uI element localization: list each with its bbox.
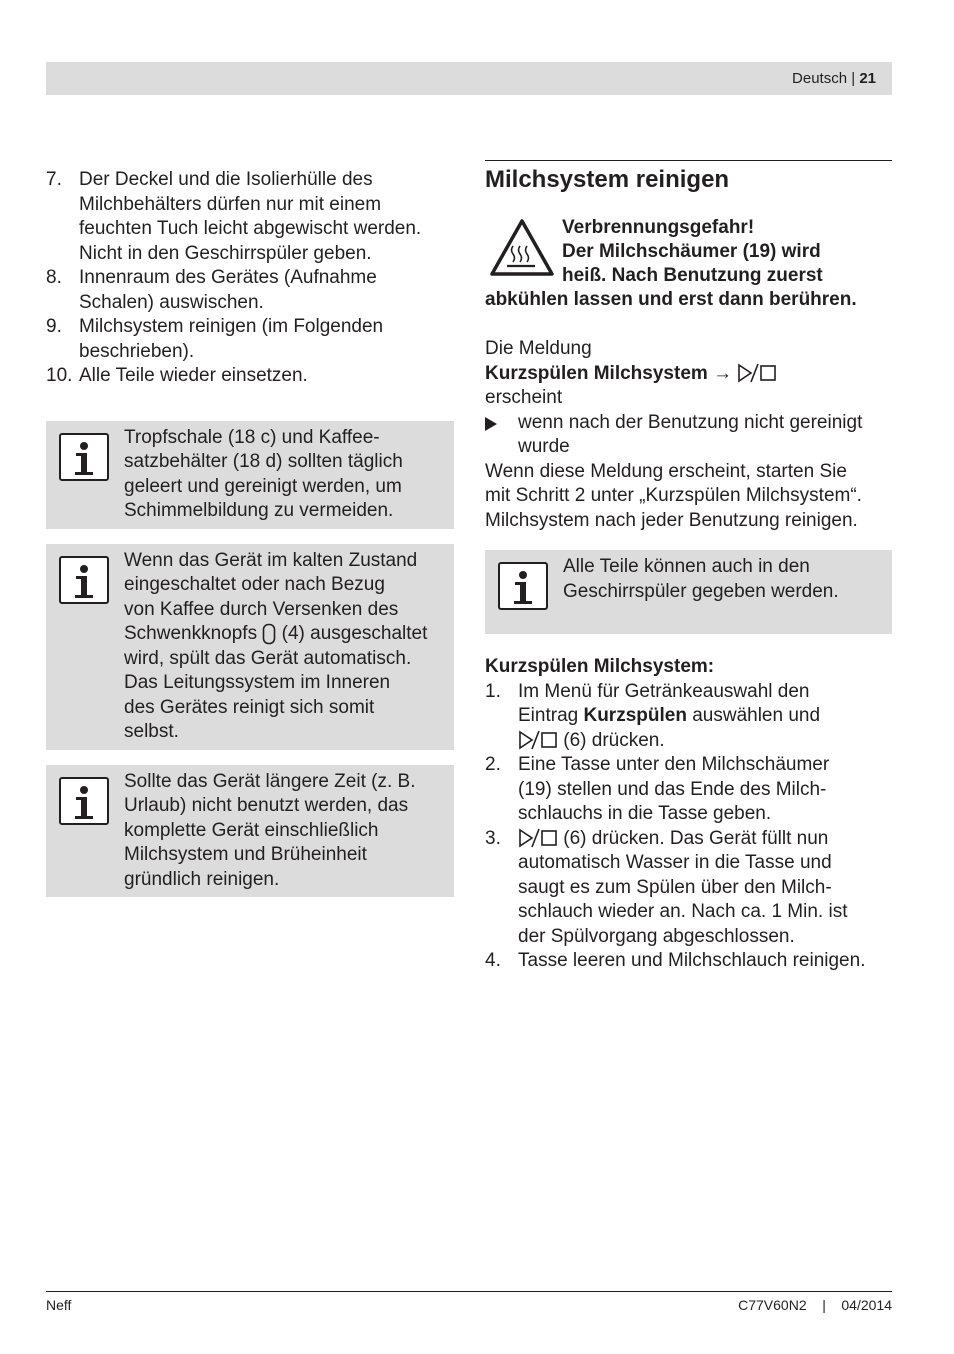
info-line: Sollte das Gerät längere Zeit (z. B. — [124, 770, 416, 792]
bullet-line: wenn nach der Benutzung nicht gereinigt — [518, 411, 863, 433]
cleaning-steps-list — [46, 168, 454, 389]
info-text: (4) ausgeschaltet — [281, 623, 428, 644]
rinse-steps-list — [485, 680, 892, 974]
footer-brand: Neff — [46, 1297, 72, 1313]
list-item — [485, 827, 892, 950]
info-box-dishwasher — [485, 550, 892, 634]
footer-model: C77V60N2 — [738, 1297, 807, 1313]
header-text — [792, 70, 876, 87]
step-line: saugt es zum Spülen über den Milch- — [518, 876, 832, 898]
list-item — [485, 680, 892, 754]
bullet-line: wurde — [518, 436, 570, 457]
step-text: Eintrag — [518, 705, 579, 726]
header-separator: | — [851, 70, 856, 87]
step-line: Tasse leeren und Milchschlauch reinigen. — [518, 950, 866, 971]
step-line — [518, 827, 892, 852]
step-number: 9. — [46, 316, 62, 337]
list-item — [46, 315, 454, 364]
info-icon — [59, 777, 109, 825]
step-line — [518, 729, 892, 754]
burn-warning — [485, 215, 892, 335]
step-line: schlauchs in die Tasse geben. — [518, 803, 772, 824]
warning-line: Der Milchschäumer (19) wird — [562, 241, 821, 262]
info-line — [124, 622, 448, 647]
step-line: Alle Teile wieder einsetzen. — [79, 365, 308, 386]
info-line: satzbehälter (18 d) sollten täglich — [124, 451, 403, 472]
step-line: der Spülvorgang abgeschlossen. — [518, 925, 795, 947]
info-box-long-absence — [46, 765, 454, 897]
info-line: Wenn das Gerät im kalten Zustand — [124, 549, 418, 571]
play-stop-icon — [737, 363, 777, 383]
info-line: geleert und gereinigt werden, um — [124, 475, 402, 497]
step-number: 8. — [46, 267, 62, 288]
info-line: eingeschaltet oder nach Bezug — [124, 574, 385, 595]
right-arrow-icon: → — [713, 362, 733, 384]
step-line: Milchsystem reinigen (im Folgenden — [79, 316, 384, 337]
info-line: Das Leitungssystem im Inneren — [124, 672, 391, 693]
step-text: (6) drücken. — [563, 729, 665, 751]
step-line: Schalen) auswischen. — [79, 291, 264, 313]
step-line — [518, 704, 892, 729]
info-line: Alle Teile können auch in den — [563, 556, 810, 577]
footer-separator: | — [822, 1297, 826, 1313]
step-text: (6) drücken. Das Gerät füllt nun — [563, 827, 829, 849]
step-number: 10. — [46, 365, 73, 386]
step-number: 7. — [46, 169, 62, 190]
paragraph-line: Wenn diese Meldung erscheint, starten Sie — [485, 460, 847, 482]
step-line: Der Deckel und die Isolierhülle des — [79, 169, 373, 190]
paragraph-line: mit Schritt 2 unter „Kurzspülen Milchsystem“. — [485, 485, 862, 506]
info-text: Schwenkknopfs — [124, 623, 258, 644]
step-line: Milchbehälters dürfen nur mit einem — [79, 193, 382, 215]
list-item — [485, 949, 892, 974]
step-number: 3. — [485, 827, 501, 849]
step-number: 1. — [485, 680, 501, 702]
info-icon — [59, 556, 109, 604]
warning-line: Verbrennungsgefahr! — [562, 217, 755, 238]
section-title: Milchsystem reinigen — [485, 166, 730, 193]
menu-entry-name: Kurzspülen — [583, 705, 687, 726]
info-line: Milchsystem und Brüheinheit — [124, 844, 367, 865]
message-block — [485, 337, 892, 533]
bullet-triangle-icon — [485, 417, 497, 431]
message-name: Kurzspülen Milchsystem — [485, 362, 708, 384]
page-number: 21 — [859, 70, 876, 87]
step-text: auswählen und — [692, 705, 821, 726]
step-line: Nicht in den Geschirrspüler geben. — [79, 242, 372, 264]
message-intro: Die Meldung — [485, 338, 592, 359]
message-after: erscheint — [485, 387, 563, 408]
footer-date: 04/2014 — [841, 1297, 892, 1313]
step-number: 2. — [485, 754, 501, 775]
right-column — [485, 160, 892, 974]
info-box-drip-tray — [46, 421, 454, 529]
step-line: Eine Tasse unter den Milchschäumer — [518, 754, 830, 775]
play-stop-icon — [518, 828, 558, 848]
info-line: gründlich reinigen. — [124, 868, 280, 890]
header-language: Deutsch — [792, 70, 848, 87]
step-line: (19) stellen und das Ende des Milch- — [518, 778, 827, 800]
footer-info — [738, 1297, 892, 1313]
info-icon — [498, 562, 548, 610]
page-header — [46, 62, 892, 95]
step-line: beschrieben). — [79, 340, 195, 362]
list-item — [46, 266, 454, 315]
message-line — [485, 362, 892, 387]
info-icon — [59, 433, 109, 481]
info-line: selbst. — [124, 721, 179, 742]
step-line: schlauch wieder an. Nach ca. 1 Min. ist — [518, 901, 848, 922]
play-stop-icon — [518, 730, 558, 750]
footer-divider — [46, 1291, 892, 1292]
warning-line: abkühlen lassen und erst dann berühren. — [485, 289, 857, 310]
list-item — [46, 168, 454, 266]
info-line: Urlaub) nicht benutzt werden, das — [124, 795, 409, 816]
step-line: Innenraum des Gerätes (Aufnahme — [79, 267, 377, 288]
info-box-auto-rinse — [46, 544, 454, 750]
info-line: von Kaffee durch Versenken des — [124, 598, 399, 620]
info-line: Geschirrspüler gegeben werden. — [563, 580, 839, 602]
info-line: wird, spült das Gerät automatisch. — [124, 647, 412, 669]
warning-hot-surface-icon — [489, 218, 555, 278]
info-line: komplette Gerät einschließlich — [124, 819, 379, 841]
section-divider — [485, 160, 892, 161]
list-item — [46, 364, 454, 389]
condition-bullet — [485, 411, 892, 460]
paragraph-line: Milchsystem nach jeder Benutzung reinigen. — [485, 509, 858, 531]
info-line: Schimmelbildung zu vermeiden. — [124, 500, 394, 521]
info-line: Tropfschale (18 c) und Kaffee- — [124, 426, 380, 448]
knob-icon — [262, 623, 276, 645]
left-column — [46, 168, 454, 897]
list-item — [485, 753, 892, 827]
step-number: 4. — [485, 950, 501, 971]
step-line: automatisch Wasser in die Tasse und — [518, 852, 832, 873]
info-line: des Gerätes reinigt sich somit — [124, 696, 375, 718]
step-line: feuchten Tuch leicht abgewischt werden. — [79, 218, 422, 239]
subheading: Kurzspülen Milchsystem: — [485, 656, 715, 677]
warning-line: heiß. Nach Benutzung zuerst — [562, 265, 823, 286]
step-line: Im Menü für Getränkeauswahl den — [518, 680, 810, 702]
